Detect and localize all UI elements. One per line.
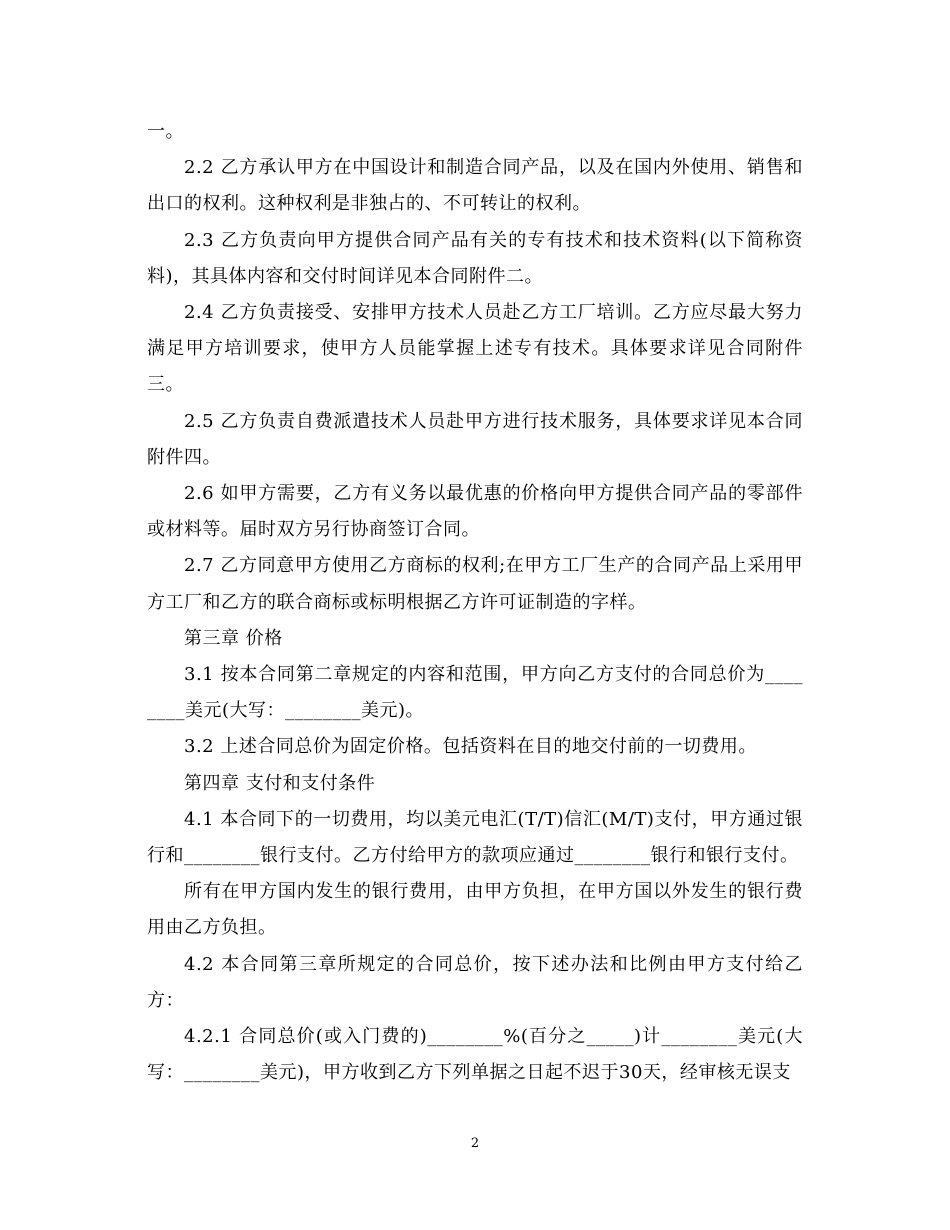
chapter-3-heading: 第三章 价格 bbox=[184, 627, 283, 649]
page-number: 2 bbox=[470, 1136, 480, 1151]
clause-4-2-1: 4.2.1 合同总价(或入门费的)________%(百分之_____)计________美元(大写：________美元)，甲方收到乙方下列单据之日起不迟于30天，经审核无误支 bbox=[147, 1026, 803, 1084]
bank-fees-paragraph: 所有在甲方国内发生的银行费用，由甲方负担，在甲方国以外发生的银行费用由乙方负担。 bbox=[147, 881, 803, 939]
clause-4-2: 4.2 本合同第三章所规定的合同总价，按下述办法和比例由甲方支付给乙方： bbox=[147, 953, 803, 1011]
document-body bbox=[147, 114, 803, 1091]
clause-4-1: 4.1 本合同下的一切费用，均以美元电汇(T/T)信汇(M/T)支付，甲方通过银行和________银行支付。乙方付给甲方的款项应通过________银行和银行支付。 bbox=[147, 808, 803, 867]
clause-2-6: 2.6 如甲方需要，乙方有义务以最优惠的价格向甲方提供合同产品的零部件或材料等。届时双方另行协商签订合同。 bbox=[147, 483, 803, 541]
clause-2-7: 2.7 乙方同意甲方使用乙方商标的权利;在甲方工厂生产的合同产品上采用甲方工厂和乙方的联合商标或标明根据乙方许可证制造的字样。 bbox=[147, 555, 803, 613]
clause-2-5: 2.5 乙方负责自费派遣技术人员赴甲方进行技术服务，具体要求详见本合同附件四。 bbox=[147, 410, 803, 468]
clause-2-2: 2.2 乙方承认甲方在中国设计和制造合同产品，以及在国内外使用、销售和出口的权利。这种权利是非独占的、不可转让的权利。 bbox=[147, 157, 803, 215]
paragraph-continuation: 一。 bbox=[147, 121, 184, 142]
clause-2-4: 2.4 乙方负责接受、安排甲方技术人员赴乙方工厂培训。乙方应尽最大努力满足甲方培训要求，使甲方人员能掌握上述专有技术。具体要求详见合同附件三。 bbox=[147, 302, 803, 396]
chapter-4-heading: 第四章 支付和支付条件 bbox=[184, 772, 376, 794]
clause-2-3: 2.3 乙方负责向甲方提供合同产品有关的专有技术和技术资料(以下简称资料)，其具体内容和交付时间详见本合同附件二。 bbox=[147, 229, 803, 287]
clause-3-1: 3.1 按本合同第二章规定的内容和范围，甲方向乙方支付的合同总价为________美元(大写：________美元)。 bbox=[147, 664, 803, 722]
clause-3-2: 3.2 上述合同总价为固定价格。包括资料在目的地交付前的一切费用。 bbox=[184, 736, 757, 758]
